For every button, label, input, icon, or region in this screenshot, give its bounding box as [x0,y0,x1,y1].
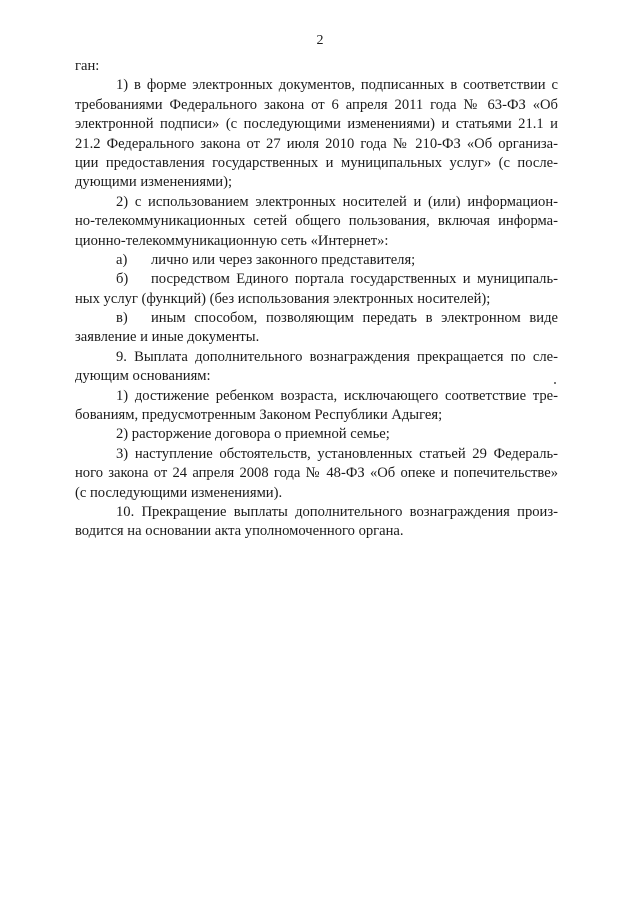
list-item-marker: б) [116,271,129,288]
text-line: ции предоставления государственных и муниципальных услуг» (с после- [75,154,558,171]
body-text [75,57,558,542]
text-line: водится на основании акта уполномоченного органа. [75,523,404,540]
text-line: бованиям, предусмотренным Законом Республики Адыгея; [75,407,443,424]
text-line: 1) в форме электронных документов, подписанных в соответствии с [116,77,558,94]
text-line: требованиями Федерального закона от 6 апреля 2011 года № 63-ФЗ «Об [75,96,558,113]
text-line: 3) наступление обстоятельств, установленных статьей 29 Федераль- [116,445,558,462]
list-item-line [75,309,558,328]
text-line: 21.2 Федерального закона от 27 июля 2010 года № 210-ФЗ «Об организа- [75,135,558,152]
text-line: 1) достижение ребенком возраста, исключающего соответствие тре- [116,387,558,404]
list-item-marker: в) [116,310,128,327]
text-line: ных услуг (функций) (без использования электронных носителей); [75,290,491,307]
text-line: 10. Прекращение выплаты дополнительного вознаграждения произ- [116,503,558,520]
text-line: электронной подписи» (с последующими изменениями) и статьями 21.1 и [75,116,558,133]
list-item-text: лично или через законного представителя; [151,251,416,268]
list-item-line [75,270,558,289]
text-line: ционно-телекоммуникационную сеть «Интернет»: [75,232,389,249]
list-item-text: посредством Единого портала государственных и муниципаль- [151,271,558,288]
list-item-text: иным способом, позволяющим передать в электронном виде [151,310,558,327]
text-line: дующими изменениями); [75,174,233,191]
text-line: 2) с использованием электронных носителей и (или) информацион- [116,193,558,210]
page-number: 2 [316,33,324,48]
list-item-marker: а) [116,251,128,268]
scan-speck [554,382,556,384]
text-line: дующим основаниям: [75,368,211,385]
text-line: но-телекоммуникационных сетей общего пользования, включая информа- [75,213,558,230]
text-line: (с последующими изменениями). [75,484,283,501]
list-item-line [75,251,558,270]
text-line: заявление и иные документы. [75,329,260,346]
text-line: ган: [75,58,100,74]
text-line: 2) расторжение договора о приемной семье; [116,426,390,443]
text-line: 9. Выплата дополнительного вознаграждения прекращается по сле- [116,348,558,365]
text-line: ного закона от 24 апреля 2008 года № 48-ФЗ «Об опеке и попечительстве» [75,465,558,482]
